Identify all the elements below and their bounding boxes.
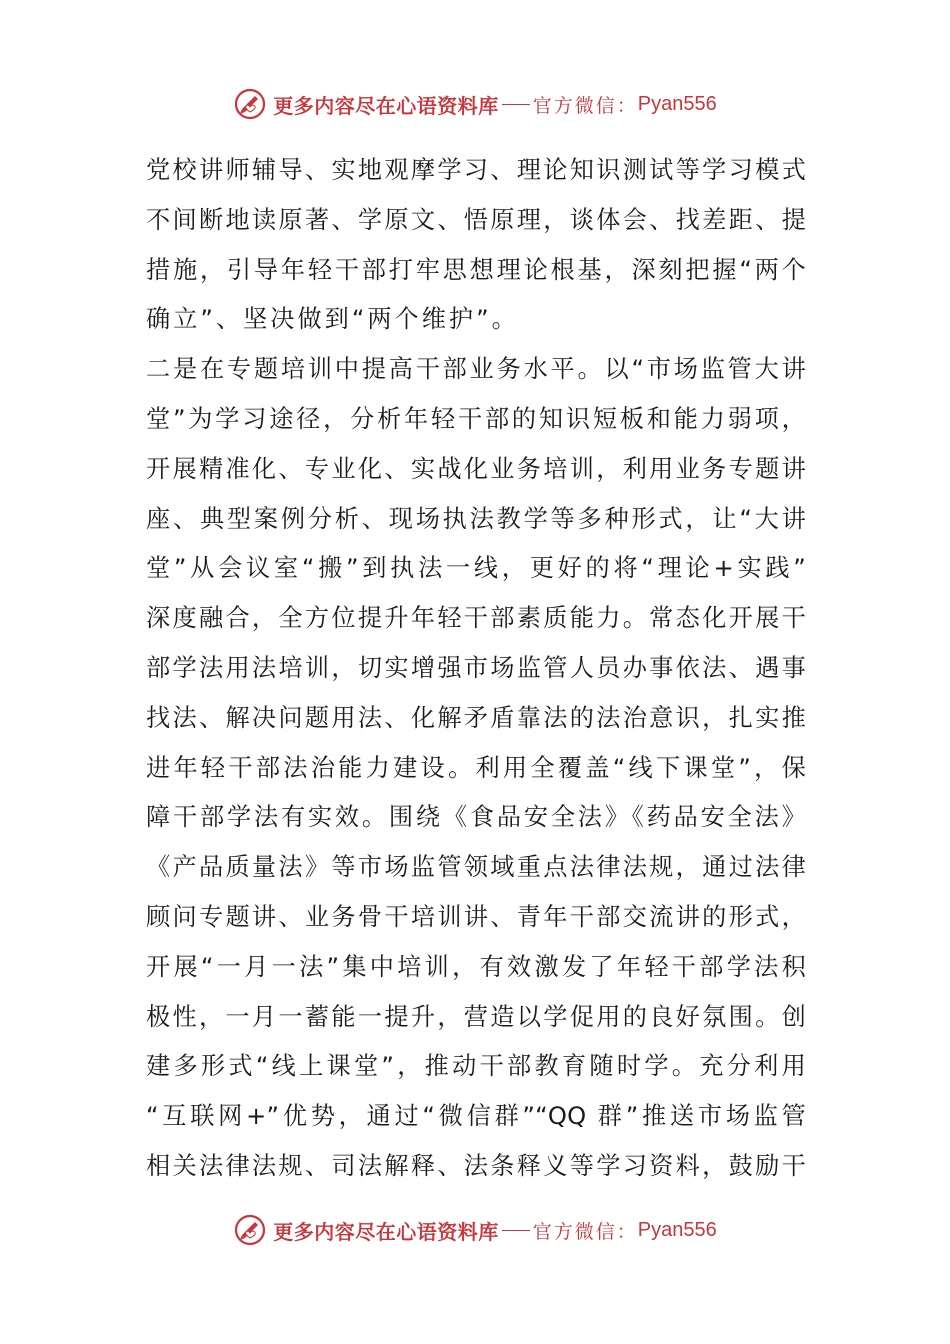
text-line: 深度融合，全方位提升年轻干部素质能力。常态化开展干 (146, 604, 806, 633)
footer-watermark-banner (0, 1210, 950, 1250)
text-line: 开展“一月一法”集中培训，有效激发了年轻干部学法积 (146, 952, 806, 981)
footer-dash (502, 1230, 530, 1231)
text-line: 堂”从会议室“搬”到执法一线，更好的将“理论+实践” (146, 554, 806, 583)
text-line: 建多形式“线上课堂”，推动干部教育随时学。充分利用 (146, 1052, 806, 1081)
text-line: 进年轻干部法治能力建设。利用全覆盖“线下课堂”，保 (146, 753, 806, 782)
footer-wechat-id: Pyan556 (637, 1218, 717, 1241)
text-line: 二是在专题培训中提高干部业务水平。以“市场监管大讲 (146, 355, 806, 384)
text-line: 党校讲师辅导、实地观摩学习、理论知识测试等学习模式 (146, 156, 806, 184)
text-line: 确立”、坚决做到“两个维护”。 (146, 305, 519, 334)
header-dash (502, 104, 530, 105)
text-line: 相关法律法规、司法解释、法条释义等学习资料，鼓励干 (146, 1151, 806, 1180)
header-watermark-banner (0, 84, 950, 124)
footer-wechat-label: 官方微信： (532, 1220, 638, 1243)
text-line: 找法、解决问题用法、化解矛盾靠法的法治意识，扎实推 (146, 703, 806, 732)
text-line: “互联网+”优势，通过“微信群”“QQ 群”推送市场监管 (146, 1102, 806, 1131)
text-line: 不间断地读原著、学原文、悟原理，谈体会、找差距、提 (146, 205, 806, 234)
text-line: 措施，引导年轻干部打牢思想理论根基，深刻把握“两个 (146, 255, 806, 284)
text-line: 障干部学法有实效。围绕《食品安全法》《药品安全法》 (146, 803, 806, 832)
header-wechat-id: Pyan556 (637, 92, 717, 115)
text-line: 《产品质量法》等市场监管领域重点法律法规，通过法律 (146, 853, 806, 882)
document-body (146, 146, 806, 1192)
text-line: 顾问专题讲、业务骨干培训讲、青年干部交流讲的形式， (146, 902, 806, 931)
footer-site-text: 更多内容尽在心语资料库 (273, 1219, 499, 1244)
text-line: 堂”为学习途径，分析年轻干部的知识短板和能力弱项， (146, 404, 806, 433)
pen-heart-logo-icon (233, 1213, 267, 1247)
text-line: 开展精准化、专业化、实战化业务培训，利用业务专题讲 (146, 454, 806, 483)
text-line: 部学法用法培训，切实增强市场监管人员办事依法、遇事 (146, 653, 806, 682)
pen-heart-logo-icon (233, 87, 267, 121)
text-line: 座、典型案例分析、现场执法教学等多种形式，让“大讲 (146, 504, 806, 533)
text-line: 极性，一月一蓄能一提升，营造以学促用的良好氛围。创 (146, 1002, 806, 1031)
header-site-text: 更多内容尽在心语资料库 (273, 93, 499, 118)
header-wechat-label: 官方微信： (532, 94, 638, 117)
